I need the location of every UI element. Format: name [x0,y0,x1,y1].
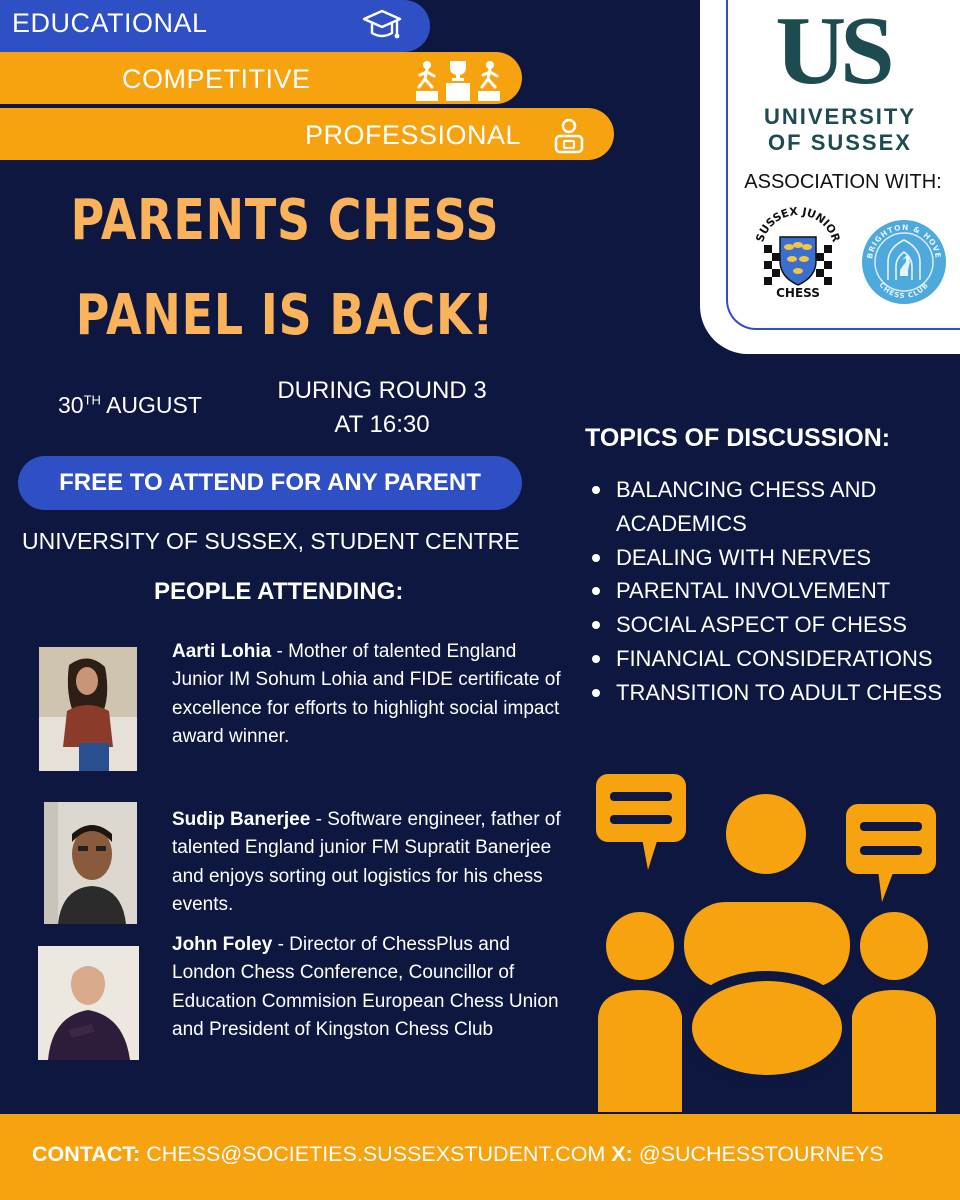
competitive-banner [0,52,522,104]
graduation-cap-icon [362,8,402,44]
contact-email-link[interactable]: CHESS@SOCIETIES.SUSSEXSTUDENT.COM [146,1142,606,1166]
professional-label: PROFESSIONAL [305,120,522,150]
list-item: DEALING WITH NERVES [590,541,960,575]
list-item: SOCIAL ASPECT OF CHESS [590,608,960,642]
date-month: AUGUST [106,392,202,418]
bio-sudip-banerjee [172,806,562,919]
professional-banner [0,108,614,160]
association-label: ASSOCIATION WITH: [744,171,942,193]
crest2-bottom-text: CHESS CLUB [877,281,931,301]
educational-banner [0,0,430,52]
crest2-top-text: BRIGHTON & HOVE [865,222,943,260]
person-name: John Foley [172,934,273,955]
venue-text: UNIVERSITY OF SUSSEX, STUDENT CENTRE [22,528,520,554]
sudip-banerjee-photo [44,802,137,924]
topics-list [590,473,960,710]
list-item: TRANSITION TO ADULT CHESS [590,676,960,710]
date-suffix: TH [83,392,101,408]
contact-line [32,1142,884,1167]
headline-line1: PARENTS CHESS [70,188,500,253]
brighton-hove-chess-club-crest-icon [860,218,948,306]
crest1-top-text: SUSSEX JUNIOR [753,205,843,244]
person-bio: - Director of ChessPlus and London Chess Conference, Councillor of Education Commision European Chess Union and President of Kingston Chess Club [172,934,559,1040]
bio-john-foley [172,931,562,1044]
sussex-junior-chess-crest-icon [748,205,848,301]
time-line1: DURING ROUND 3 [277,377,487,404]
race-trophy-icon [410,57,506,105]
list-item: FINANCIAL CONSIDERATIONS [590,642,960,676]
professional-person-icon [553,117,585,155]
contact-label: CONTACT: [32,1142,141,1166]
crest1-bottom-text: CHESS [776,286,820,300]
list-item: PARENTAL INVOLVEMENT [590,574,960,608]
people-attending-heading: PEOPLE ATTENDING: [154,578,404,605]
educational-label: EDUCATIONAL [12,8,208,38]
contact-footer [0,1114,960,1200]
aarti-lohia-photo [39,647,137,771]
panel-meeting-icon [592,766,942,1112]
person-name: Aarti Lohia [172,641,272,662]
bio-aarti-lohia [172,638,562,751]
date-day: 30 [58,392,84,418]
competitive-label: COMPETITIVE [122,64,311,94]
person-bio: - Software engineer, father of talented England junior FM Supratit Banerjee and enjoys sorting out logistics for his chess events. [172,809,561,915]
headline-line2: PANEL IS BACK! [75,283,495,348]
university-name-line2: OF SUSSEX [768,130,912,155]
free-to-attend-badge: FREE TO ATTEND FOR ANY PARENT [18,456,522,510]
x-handle-link[interactable]: @SUCHESSTOURNEYS [638,1142,884,1166]
john-foley-photo [38,946,139,1060]
person-name: Sudip Banerjee [172,809,311,830]
topics-heading: TOPICS OF DISCUSSION: [585,424,891,452]
person-bio: - Mother of talented England Junior IM Sohum Lohia and FIDE certificate of excellence for efforts to highlight social impact award winner. [172,641,561,747]
event-date [58,392,202,419]
time-line2: AT 16:30 [334,411,430,438]
list-item: BALANCING CHESS AND ACADEMICS [590,473,960,541]
event-time [262,374,502,442]
university-name-line1: UNIVERSITY [763,104,917,129]
x-label: X: [611,1142,633,1166]
us-logo-mark: US [775,0,889,105]
